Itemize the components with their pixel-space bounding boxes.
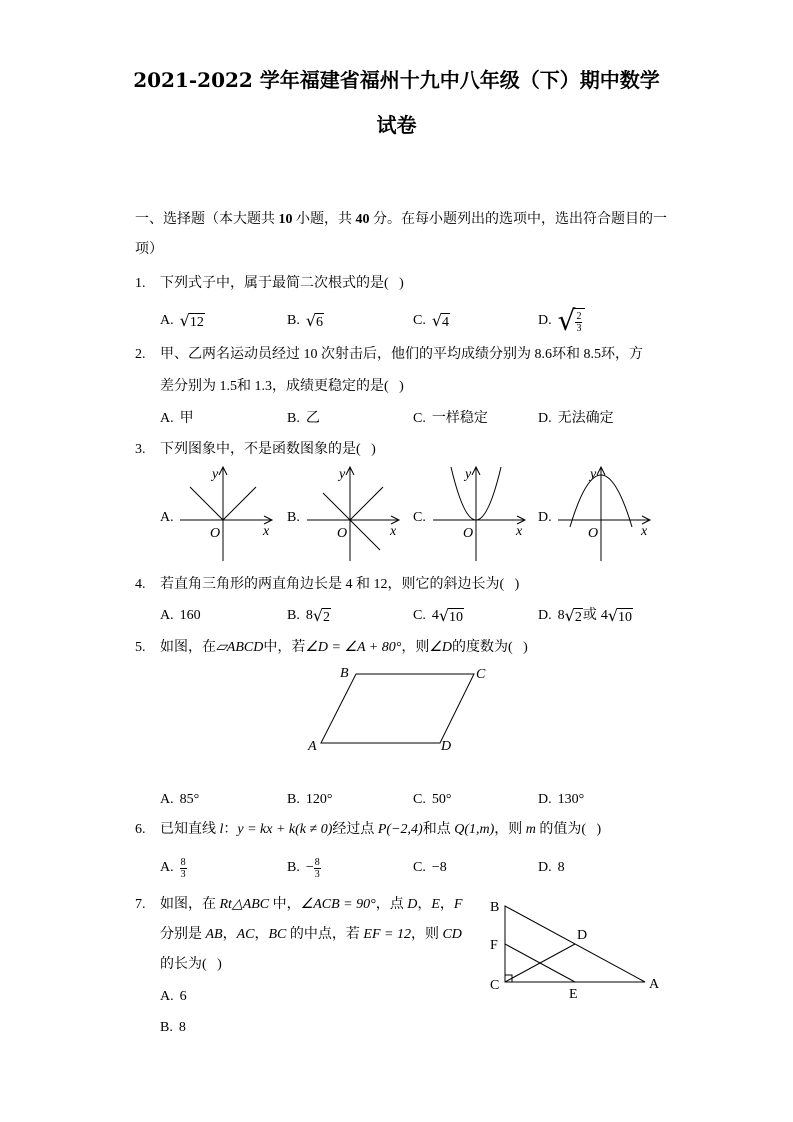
- x-axis-label: x: [390, 524, 397, 539]
- vertex-label-b: B: [340, 666, 349, 681]
- section-header-continued: 项）: [135, 242, 163, 257]
- question-stem: [160, 925, 462, 945]
- option-label: C.: [413, 411, 426, 426]
- sqrt-symbol: √: [607, 606, 619, 625]
- question-stem: [160, 638, 528, 658]
- math-expression: AC: [236, 927, 255, 942]
- option-text: 130°: [557, 792, 585, 807]
- option-label: A.: [160, 792, 174, 807]
- option-label: B.: [287, 608, 300, 623]
- option-d: [538, 785, 584, 815]
- stem-text: 甲、乙两名运动员经过 10 次射击后，他们的平均成绩分别为 8.6环和 8.5环，方: [160, 347, 643, 362]
- stem-text: ，则: [401, 640, 430, 655]
- point-label-d: D: [577, 928, 588, 943]
- math-expression: CD: [442, 927, 462, 942]
- fraction-denominator: 3: [180, 868, 186, 880]
- option-label: A.: [160, 411, 174, 426]
- stem-text: 中，若: [263, 640, 306, 655]
- section-header-text: 小题，共: [292, 212, 356, 227]
- sqrt-symbol: √: [564, 606, 575, 625]
- option-label: A.: [160, 510, 174, 525]
- option-label: C.: [413, 792, 426, 807]
- option-c: [413, 601, 464, 631]
- stem-text: 若直角三角形的两直角边长是 4 和 12，则它的斜边长为( ): [160, 577, 520, 592]
- radicand: 4: [442, 314, 450, 330]
- total-score: 40: [355, 212, 370, 227]
- coefficient: 8: [305, 608, 313, 623]
- conjunction: 或: [582, 608, 597, 623]
- vertex-label-a: A: [649, 977, 660, 992]
- math-expression: F: [453, 897, 463, 912]
- option-label: A.: [160, 989, 174, 1004]
- fraction: [180, 857, 187, 880]
- stem-text: 的中点，若: [286, 927, 364, 942]
- option-a: [160, 306, 205, 336]
- option-label: B.: [287, 792, 300, 807]
- graph-c: [431, 463, 531, 563]
- origin-label: O: [210, 526, 221, 541]
- right-triangle-figure: [485, 893, 665, 1003]
- stem-text: ，则: [410, 927, 443, 942]
- stem-text: 的值为( ): [535, 822, 602, 837]
- option-label: D.: [538, 313, 552, 328]
- stem-text: 中，: [269, 897, 301, 912]
- option-label: B.: [287, 313, 300, 328]
- option-text: 160: [179, 608, 201, 623]
- fraction: [314, 857, 321, 880]
- stem-text: ，则: [494, 822, 526, 837]
- option-text: −8: [431, 860, 447, 875]
- x-axis-label: x: [263, 524, 270, 539]
- option-label: D.: [538, 608, 552, 623]
- stem-text: ：: [223, 822, 238, 837]
- fraction-denominator: 3: [314, 868, 320, 880]
- exam-title-line2: 试卷: [376, 113, 417, 137]
- option-a: [160, 503, 180, 533]
- sqrt-symbol: √: [438, 606, 450, 625]
- option-b: [287, 306, 324, 336]
- stem-text: ，: [254, 927, 269, 942]
- math-expression: E: [431, 897, 440, 912]
- option-text: 8: [178, 1020, 186, 1035]
- stem-text: ，: [222, 927, 237, 942]
- parallelogram-figure: [300, 660, 500, 755]
- option-c: [413, 404, 488, 434]
- option-b: [287, 404, 320, 434]
- option-d: [538, 853, 565, 883]
- origin-label: O: [588, 526, 599, 541]
- option-label: D.: [538, 411, 552, 426]
- sqrt-symbol: √: [312, 606, 324, 625]
- option-text: 50°: [431, 792, 452, 807]
- option-label: B.: [287, 411, 300, 426]
- x-axis-label: x: [516, 524, 523, 539]
- sqrt-symbol: √: [557, 304, 576, 337]
- point-label-e: E: [569, 987, 578, 1002]
- question-number: 3.: [135, 442, 146, 457]
- math-expression: EF = 12: [363, 927, 411, 942]
- option-a: [160, 853, 187, 883]
- sqrt-symbol: √: [431, 311, 443, 330]
- question-stem: [160, 955, 222, 975]
- y-axis-label: y: [339, 467, 346, 482]
- stem-text: ，: [417, 897, 432, 912]
- radicand: 2: [574, 609, 582, 625]
- section-header-text: 分。在每小题列出的选项中，选出符合题目的一: [369, 212, 667, 227]
- stem-text: 和点: [422, 822, 455, 837]
- math-expression: BC: [268, 927, 287, 942]
- vertex-label-c: C: [490, 978, 500, 993]
- option-b: [287, 503, 306, 533]
- y-axis-label: y: [465, 467, 472, 482]
- origin-label: O: [463, 526, 474, 541]
- option-d: [538, 503, 558, 533]
- math-expression: ∠D = ∠A + 80°: [305, 640, 402, 655]
- vertex-label-c: C: [476, 667, 486, 682]
- fraction-numerator: 2: [576, 311, 582, 322]
- fraction-numerator: 8: [180, 856, 186, 868]
- question-number: 5.: [135, 640, 146, 655]
- option-c: [413, 785, 451, 815]
- math-expression: ∠D: [429, 640, 453, 655]
- question-stem: [160, 274, 404, 294]
- question-number: 4.: [135, 577, 146, 592]
- option-a: [160, 601, 201, 631]
- math-expression: AB: [205, 927, 223, 942]
- stem-text: 下列式子中，属于最简二次根式的是( ): [160, 276, 404, 291]
- minus-sign: −: [305, 860, 314, 875]
- option-label: A.: [160, 860, 174, 875]
- option-text: 6: [179, 989, 187, 1004]
- math-expression: P(−2,4): [377, 822, 423, 837]
- fraction: [575, 311, 582, 334]
- math-expression: Q(1,m): [454, 822, 495, 837]
- stem-text: 如图，在: [160, 897, 220, 912]
- vertex-label-d: D: [441, 739, 452, 754]
- graph-line: [350, 487, 383, 520]
- coefficient: 8: [557, 608, 565, 623]
- option-a: [160, 982, 187, 1012]
- option-label: B.: [287, 860, 300, 875]
- radicand: 10: [449, 609, 464, 625]
- option-c: [413, 503, 432, 533]
- option-label: A.: [160, 608, 174, 623]
- stem-text: ，点: [375, 897, 408, 912]
- option-d: [538, 404, 614, 434]
- question-stem: [160, 345, 643, 365]
- question-stem: [160, 820, 601, 840]
- option-b: [287, 601, 331, 631]
- option-label: C.: [413, 608, 426, 623]
- vertex-label-b: B: [490, 900, 500, 915]
- option-label: C.: [413, 860, 426, 875]
- stem-text: 分别是: [160, 927, 206, 942]
- option-d: [538, 306, 585, 336]
- question-stem: [160, 895, 462, 915]
- option-c: [413, 853, 447, 883]
- coefficient: 4: [600, 608, 608, 623]
- option-a: [160, 785, 199, 815]
- option-label: A.: [160, 313, 174, 328]
- option-label: D.: [538, 510, 552, 525]
- math-expression: y = kx + k(k ≠ 0): [237, 822, 333, 837]
- radicand: 10: [618, 609, 633, 625]
- section-header: [135, 210, 667, 230]
- graph-b: [305, 463, 405, 563]
- option-text: 乙: [305, 411, 320, 426]
- option-label: C.: [413, 313, 426, 328]
- option-label: D.: [538, 860, 552, 875]
- question-stem: [160, 575, 519, 595]
- graph-d: [556, 463, 656, 563]
- option-text: 无法确定: [557, 411, 614, 426]
- option-text: 85°: [179, 792, 200, 807]
- option-c: [413, 306, 450, 336]
- sqrt-symbol: √: [179, 311, 190, 330]
- coefficient: 4: [431, 608, 439, 623]
- stem-text: 差分别为 1.5和 1.3，成绩更稳定的是( ): [160, 379, 404, 394]
- graph-a: [178, 463, 278, 563]
- question-stem: [160, 440, 376, 460]
- option-b: [160, 1013, 186, 1043]
- y-axis-label: y: [590, 467, 597, 482]
- y-axis-label: y: [212, 467, 219, 482]
- radical-box: [573, 308, 585, 334]
- option-a: [160, 404, 194, 434]
- stem-text: 如图，在: [160, 640, 216, 655]
- parallelogram-abcd: [321, 674, 474, 743]
- math-expression: l: [219, 822, 224, 837]
- option-label: C.: [413, 510, 426, 525]
- sqrt-symbol: √: [305, 311, 317, 330]
- option-text: 甲: [179, 411, 194, 426]
- math-expression: ∠ACB = 90°: [300, 897, 376, 912]
- stem-text: ，: [439, 897, 454, 912]
- fraction-denominator: 3: [576, 323, 582, 334]
- graph-line: [323, 493, 380, 550]
- stem-text: 经过点: [332, 822, 378, 837]
- radicand: 6: [316, 314, 324, 330]
- option-text: 一样稳定: [431, 411, 488, 426]
- math-expression: Rt△ABC: [219, 897, 270, 912]
- point-label-f: F: [490, 938, 498, 953]
- stem-text: 的长为( ): [160, 957, 222, 972]
- question-number: 7.: [135, 897, 146, 912]
- vertex-label-a: A: [308, 739, 317, 754]
- math-expression: m: [525, 822, 536, 837]
- fraction-numerator: 8: [314, 856, 320, 868]
- question-count: 10: [278, 212, 293, 227]
- option-b: [287, 853, 321, 883]
- option-text: 8: [557, 860, 565, 875]
- radicand: 12: [189, 314, 204, 330]
- question-number: 1.: [135, 276, 146, 291]
- option-label: B.: [160, 1020, 173, 1035]
- option-d: [538, 601, 633, 631]
- origin-label: O: [337, 526, 348, 541]
- x-axis-label: x: [641, 524, 648, 539]
- question-stem: [160, 377, 404, 397]
- stem-text: 已知直线: [160, 822, 220, 837]
- option-label: D.: [538, 792, 552, 807]
- exam-title-line1: 2021-2022 学年福建省福州十九中八年级（下）期中数学: [133, 68, 660, 92]
- section-header-text: 一、选择题（本大题共: [135, 212, 279, 227]
- radicand: 2: [323, 609, 331, 625]
- math-expression: D: [407, 897, 418, 912]
- question-number: 6.: [135, 822, 146, 837]
- option-b: [287, 785, 332, 815]
- stem-text: 的度数为( ): [452, 640, 528, 655]
- stem-text: 下列图象中，不是函数图象的是( ): [160, 442, 376, 457]
- option-label: B.: [287, 510, 300, 525]
- math-expression: ▱ABCD: [216, 640, 264, 655]
- option-text: 120°: [305, 792, 333, 807]
- question-number: 2.: [135, 347, 146, 362]
